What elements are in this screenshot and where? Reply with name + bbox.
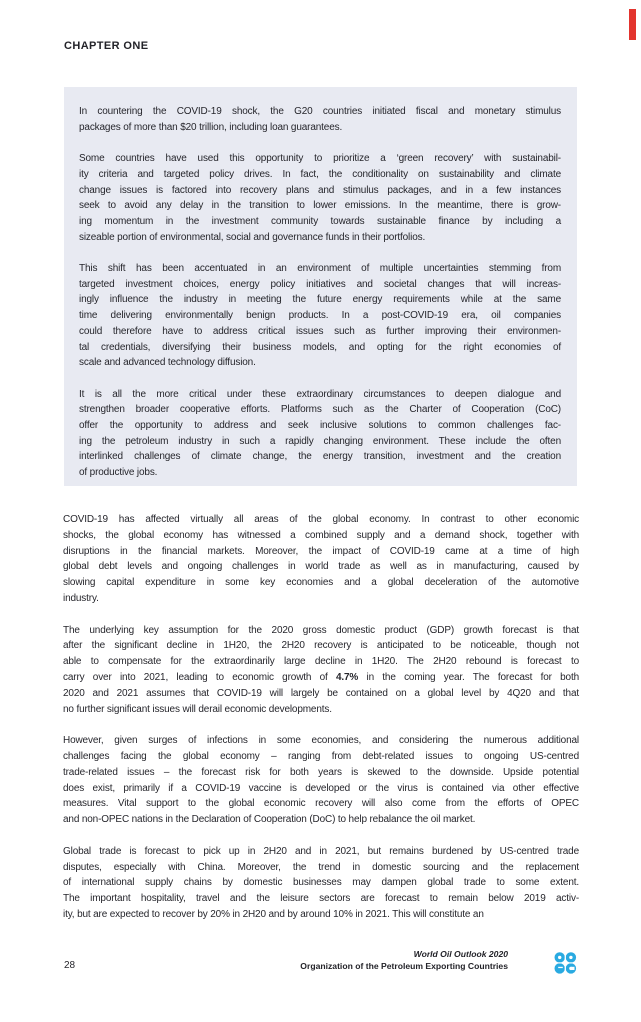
text-line: ity criteria and targeted policy drives. In fact, the conditionality on sustainability and climate	[79, 168, 561, 180]
text-line: The important hospitality, travel and the leisure sectors are forecast to remain below 2019 activ-	[63, 893, 579, 905]
text-line: measures. Vital support to the global economic recovery will also come from the efforts of OPEC	[63, 798, 579, 810]
text-line: does exist, primarily if a COVID-19 vaccine is developed or the virus is contained via other effective	[63, 782, 579, 794]
text-line: of international supply chains by domestic businesses may dampen global trade to some extent.	[63, 877, 579, 889]
footer-publication-block	[208, 949, 508, 973]
text-line: slowing capital expenditure in some key economies and a global deceleration of the automotive	[63, 577, 579, 589]
text-line: ing momentum in the investment community towards sustainable finance by including a	[79, 215, 561, 227]
paragraph	[63, 512, 579, 607]
text-line: trade-related issues – the forecast risk for both years is skewed to the downside. Upside potential	[63, 766, 579, 778]
text-line: able to compensate for the extraordinarily large decline in 1H20. The 2H20 rebound is forecast to	[63, 656, 579, 668]
text-line: interlinked challenges of climate change, the energy transition, investment and the creation	[79, 451, 561, 463]
text-line: after the significant decline in 1H20, the 2H20 recovery is anticipated to be noticeable, though not	[63, 640, 579, 652]
page-number: 28	[64, 960, 76, 971]
highlight-box	[64, 87, 577, 486]
text-line: sizeable portion of environmental, social and governance funds in their portfolios.	[79, 231, 426, 243]
text-line: disruptions in the financial markets. Moreover, the impact of COVID-19 came at a time of high	[63, 545, 579, 557]
paragraph	[79, 387, 561, 481]
paragraph	[79, 261, 561, 371]
text-line: could therefore have to address critical issues such as further improving their environmen-	[79, 325, 561, 337]
text-line: offer the opportunity to address and seek inclusive solutions to common challenges fac-	[79, 420, 561, 432]
text-line: shocks, the global economy has witnessed a combined supply and a demand shock, together with	[63, 529, 579, 541]
text-line: targeted investment choices, energy policy initiatives and societal changes that will increas-	[79, 278, 561, 290]
chapter-heading: CHAPTER ONE	[64, 40, 149, 52]
text-line: packages of more than $20 trillion, including loan guarantees.	[79, 121, 343, 133]
text-line: challenges facing the global economy – ranging from debt-related issues to ongoing US-centred	[63, 750, 579, 762]
chapter-tab-marker	[629, 9, 636, 40]
text-line: 2020 and 2021 assumes that COVID-19 will largely be contained on a global level by 4Q20 and that	[63, 687, 579, 699]
paragraph	[63, 844, 579, 923]
text-line: strengthen broader cooperative efforts. Platforms such as the Charter of Cooperation (CoC)	[79, 404, 561, 416]
text-line: disputes, especially with China. Moreover, the trend in domestic sourcing and the replacement	[63, 861, 579, 873]
text-line: no further significant issues will derail economic developments.	[63, 703, 332, 715]
text-line: ity, but are expected to recover by 20% in 2H20 and by around 10% in 2021. This will constitute an	[63, 908, 484, 920]
paragraph	[63, 623, 579, 718]
text-line: In countering the COVID-19 shock, the G20 countries initiated fiscal and monetary stimulus	[79, 106, 561, 117]
text-line: time delivering environmentally benign products. In a post-COVID-19 era, oil companies	[79, 310, 561, 322]
text-line: COVID-19 has affected virtually all areas of the global economy. In contrast to other economic	[63, 514, 579, 525]
body-text	[63, 512, 579, 939]
text-line: and non-OPEC nations in the Declaration of Cooperation (DoC) to help rebalance the oil market.	[63, 814, 476, 826]
text-line: of productive jobs.	[79, 467, 158, 479]
text-line: scale and advanced technology diffusion.	[79, 357, 256, 369]
publication-title: World Oil Outlook 2020	[413, 949, 508, 959]
text-line: seek to avoid any delay in the transition to lower emissions. In the meantime, there is grow-	[79, 200, 561, 212]
text-line: global debt levels and ongoing challenges in world trade as well as in manufacturing, caused by	[63, 561, 579, 573]
text-line: change issues is factored into recovery plans and stimulus packages, and in a few instances	[79, 184, 561, 196]
text-line: ing the petroleum industry in such a rapidly changing environment. These include the often	[79, 435, 561, 447]
text-line: This shift has been accentuated in an environment of multiple uncertainties stemming from	[79, 263, 561, 274]
paragraph	[79, 104, 561, 135]
text-line: Some countries have used this opportunity to prioritize a ‘green recovery’ with sustainabil-	[79, 153, 561, 165]
text-line: industry.	[63, 592, 99, 604]
text-line: tal credentials, diversifying their business models, and opting for the right economies of	[79, 341, 561, 353]
opec-logo-icon	[554, 952, 577, 974]
text-line: Global trade is forecast to pick up in 2H20 and in 2021, but remains burdened by US-centred trade	[63, 845, 579, 857]
text-line: It is all the more critical under these extraordinary circumstances to deepen dialogue and	[79, 388, 561, 400]
paragraph	[63, 733, 579, 828]
text-line: carry over into 2021, leading to economic growth of 4.7% in the coming year. The forecast for both	[63, 671, 579, 683]
text-line: ingly influence the industry in meeting the future energy requirements while at the same	[79, 294, 561, 306]
text-line: The underlying key assumption for the 2020 gross domestic product (GDP) growth forecast is that	[63, 624, 579, 636]
text-line: However, given surges of infections in some economies, and considering the numerous additional	[63, 735, 579, 747]
paragraph	[79, 151, 561, 245]
organization-name: Organization of the Petroleum Exporting Countries	[300, 960, 508, 971]
